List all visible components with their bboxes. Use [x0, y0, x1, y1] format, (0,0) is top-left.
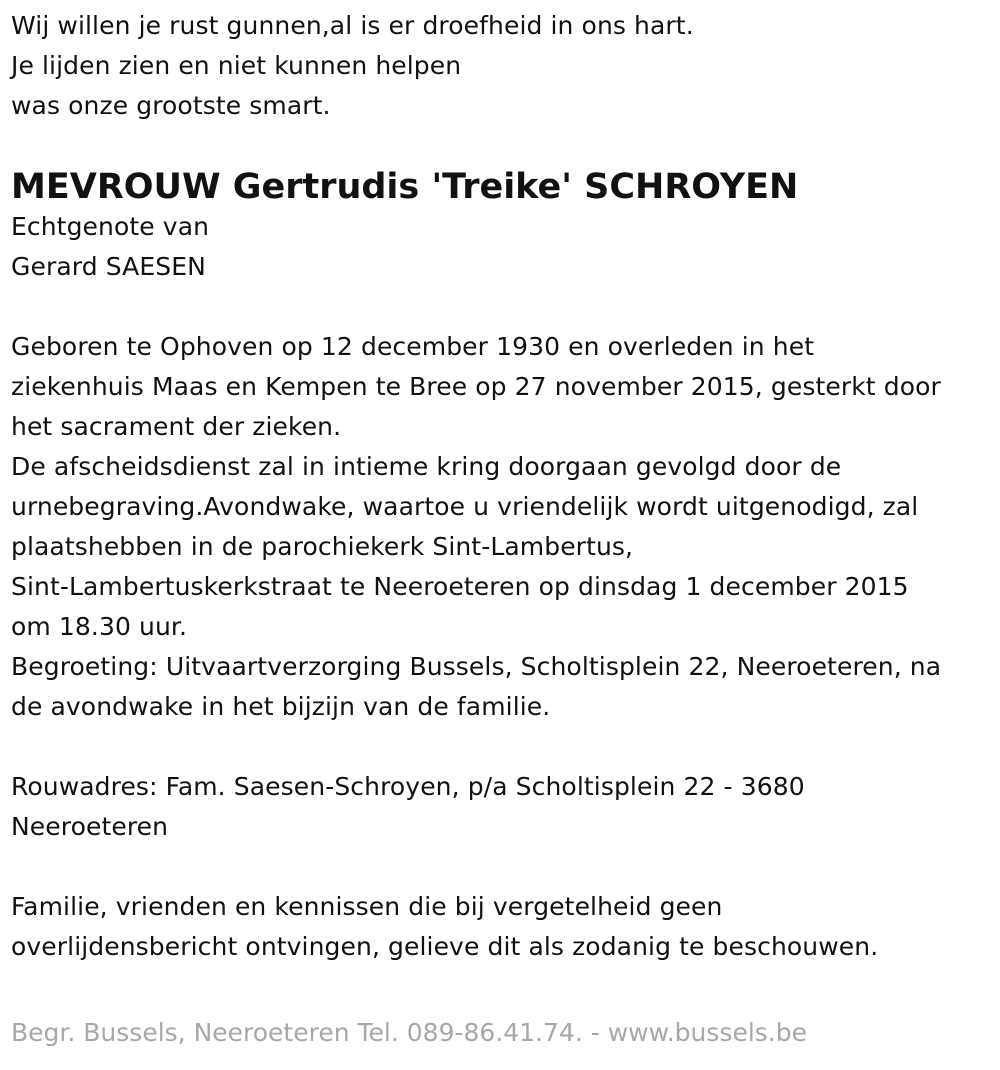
spouse-line: Gerard SAESEN — [11, 252, 206, 281]
obituary-notice — [11, 6, 991, 967]
address-line: Neeroeteren — [11, 812, 169, 841]
funeral-home-footer: Begr. Bussels, Neeroeteren Tel. 089-86.41.74. - www.bussels.be — [11, 1018, 807, 1047]
body-line: Geboren te Ophoven op 12 december 1930 en overleden in het — [11, 332, 815, 361]
poem — [11, 6, 991, 126]
mourning-address — [11, 767, 991, 847]
notice-text — [11, 887, 991, 967]
body-line: Begroeting: Uitvaartverzorging Bussels, Scholtisplein 22, Neeroeteren, na — [11, 652, 942, 681]
poem-line: Wij willen je rust gunnen,al is er droefheid in ons hart. — [11, 11, 694, 40]
spouse-block — [11, 207, 991, 287]
poem-line: was onze grootste smart. — [11, 91, 331, 120]
address-line: Rouwadres: Fam. Saesen-Schroyen, p/a Scholtisplein 22 - 3680 — [11, 772, 805, 801]
notice-line: Familie, vrienden en kennissen die bij vergetelheid geen — [11, 892, 723, 921]
body-line: de avondwake in het bijzijn van de familie. — [11, 692, 551, 721]
body-line: ziekenhuis Maas en Kempen te Bree op 27 november 2015, gesterkt door — [11, 372, 941, 401]
notice-line: overlijdensbericht ontvingen, gelieve dit als zodanig te beschouwen. — [11, 932, 879, 961]
body-line: het sacrament der zieken. — [11, 412, 342, 441]
poem-line: Je lijden zien en niet kunnen helpen — [11, 51, 462, 80]
body-line: om 18.30 uur. — [11, 612, 188, 641]
body-line: plaatshebben in de parochiekerk Sint-Lambertus, — [11, 532, 634, 561]
spouse-line: Echtgenote van — [11, 212, 210, 241]
body-text — [11, 327, 991, 727]
body-line: urnebegraving.Avondwake, waartoe u vriendelijk wordt uitgenodigd, zal — [11, 492, 919, 521]
body-line: De afscheidsdienst zal in intieme kring doorgaan gevolgd door de — [11, 452, 842, 481]
body-line: Sint-Lambertuskerkstraat te Neeroeteren op dinsdag 1 december 2015 — [11, 572, 909, 601]
deceased-name: MEVROUW Gertrudis 'Treike' SCHROYEN — [11, 167, 799, 207]
